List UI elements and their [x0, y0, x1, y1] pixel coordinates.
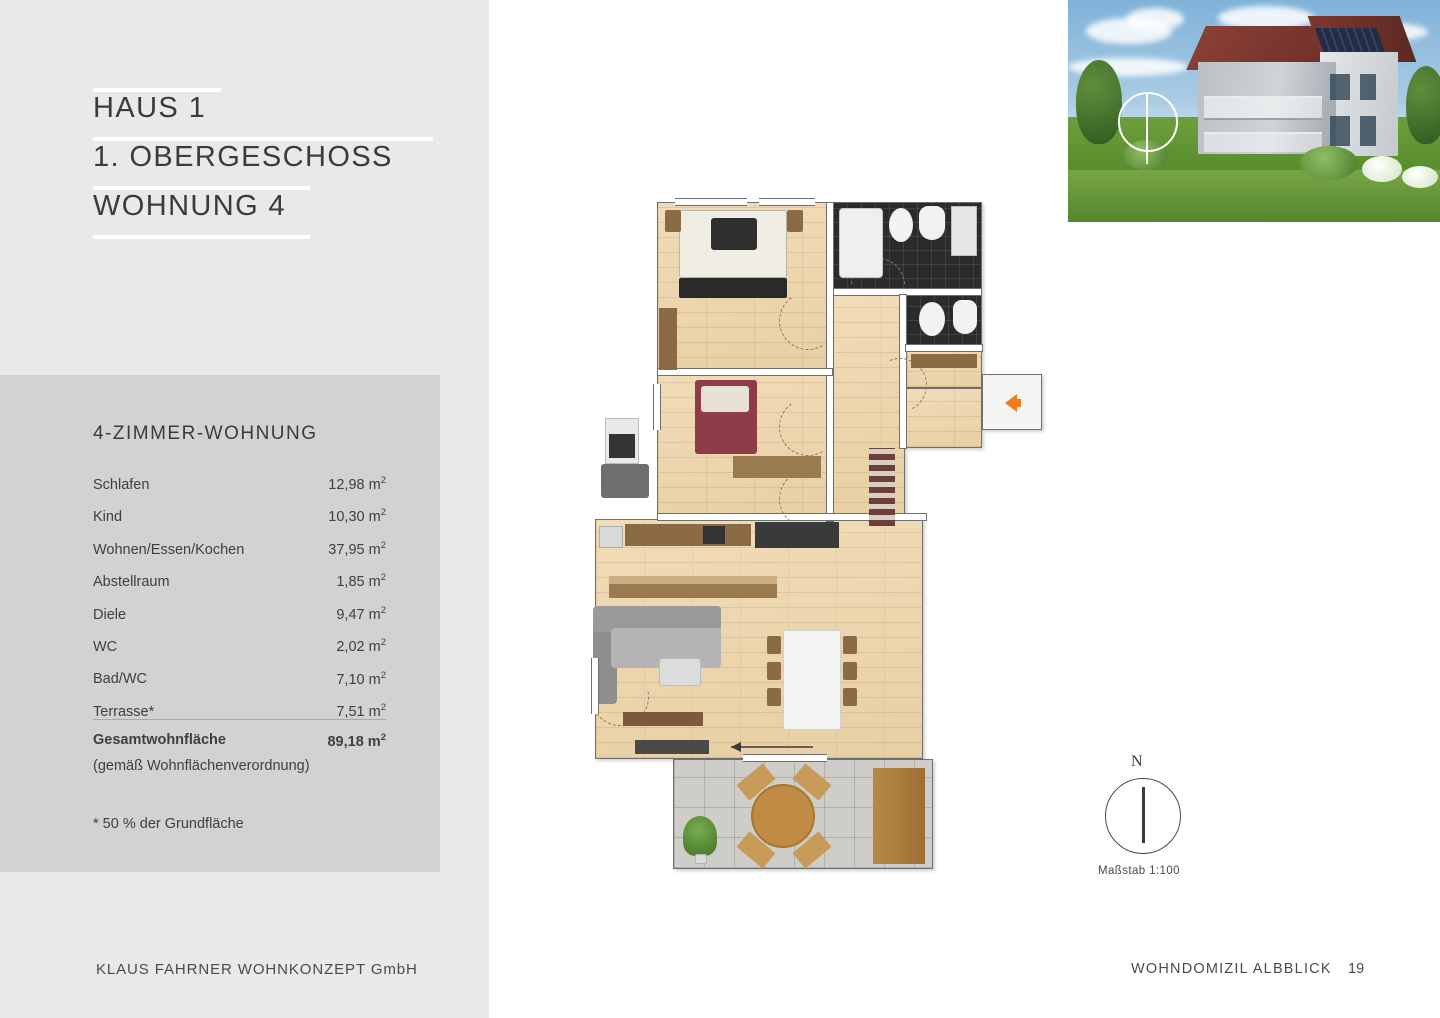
chair: [767, 636, 781, 654]
floor-plan-drawing: [583, 188, 1053, 878]
sink: [919, 302, 945, 336]
toilet: [919, 206, 945, 240]
tree-icon: [1406, 66, 1440, 144]
apartment-info-box: [0, 375, 440, 872]
tv-sideboard: [623, 712, 703, 726]
chair: [767, 688, 781, 706]
room-name: Wohnen/Essen/Kochen: [93, 541, 245, 558]
window-opening: [591, 658, 599, 714]
room-area: 9,47 $m^2$: [336, 604, 386, 623]
total-area-row: [93, 719, 386, 750]
apartment-type-heading: 4-ZIMMER-WOHNUNG: [93, 423, 318, 444]
bathtub: [839, 208, 883, 278]
page-title-floor: 1. OBERGESCHOSS: [93, 137, 453, 172]
compass-north-label: N: [1131, 753, 1143, 770]
room-area: 2,02 $m^2$: [336, 637, 386, 655]
refrigerator: [599, 526, 623, 548]
planter-pot: [695, 854, 707, 864]
room-area: 12,98 $m^2$: [328, 475, 386, 493]
armchair: [601, 464, 649, 498]
photo-window: [1360, 116, 1376, 146]
wardrobe: [659, 308, 677, 370]
room-name: Bad/WC: [93, 671, 147, 688]
kitchen-cabinets: [755, 522, 839, 548]
tv: [609, 434, 635, 458]
photo-window: [1330, 116, 1350, 146]
page-title-house: HAUS 1: [93, 88, 453, 123]
room-name: Diele: [93, 606, 127, 623]
room-area-table: [93, 475, 386, 734]
photo-window: [1330, 74, 1350, 100]
room-area: 7,51 $m^2$: [336, 701, 386, 720]
nightstand: [665, 210, 681, 232]
room-area: 10,30 $m^2$: [328, 507, 386, 526]
left-info-panel: [0, 0, 489, 1018]
terrace-footnote: * 50 % der Grundfläche: [93, 816, 244, 832]
entrance-arrow-icon: [997, 390, 1023, 416]
interior-wall: [826, 202, 834, 522]
storage-shelf: [911, 354, 977, 368]
table-row: [93, 540, 386, 572]
chair: [843, 662, 857, 680]
sink: [889, 208, 913, 242]
shoe-rack: [869, 448, 895, 526]
desk: [733, 456, 821, 478]
room-name: Kind: [93, 509, 123, 526]
photo-location-marker-line: [1146, 92, 1148, 164]
total-area-value: 89,18 $m^2$: [327, 732, 386, 750]
flower-bush-icon: [1402, 166, 1438, 188]
table-row: [93, 507, 386, 539]
window-opening: [759, 198, 815, 206]
photo-window: [1360, 74, 1376, 100]
terrace-door-arrow-icon: [721, 740, 817, 754]
footer-project-name: WOHNDOMIZIL ALBBLICK: [1131, 961, 1332, 977]
chair: [843, 636, 857, 654]
chair: [843, 688, 857, 706]
room-area: 1,85 $m^2$: [336, 572, 386, 591]
room-name: Abstellraum: [93, 574, 170, 591]
page-title-apartment: WOHNUNG 4: [93, 186, 453, 221]
toilet: [953, 300, 977, 334]
total-area-note: (gemäß Wohnflächenverordnung): [93, 758, 310, 774]
compass-needle: [1142, 787, 1145, 843]
title-underline: [93, 235, 310, 239]
building-exterior-photo: [1068, 0, 1440, 222]
cloud-icon: [1126, 8, 1184, 30]
dining-table: [783, 630, 841, 730]
room-name: Schlafen: [93, 476, 150, 493]
kitchen-counter: [625, 524, 751, 546]
table-row: [93, 605, 386, 637]
bed-pillow: [701, 386, 749, 412]
room-area: 7,10 $m^2$: [336, 669, 386, 688]
window-opening: [675, 198, 747, 206]
compass-icon: [1105, 778, 1181, 854]
flower-bush-icon: [1362, 156, 1402, 182]
nightstand: [787, 210, 803, 232]
table-row: [93, 572, 386, 604]
room-name: WC: [93, 638, 118, 655]
footer-company-name: KLAUS FAHRNER WOHNKONZEPT GmbH: [96, 961, 418, 978]
terrace-decking: [873, 768, 925, 864]
photo-balcony-lower: [1204, 132, 1322, 152]
coffee-table: [659, 658, 701, 686]
interior-wall: [657, 368, 833, 376]
room-name: Terrasse*: [93, 703, 155, 720]
shower: [951, 206, 977, 256]
tree-icon: [1076, 60, 1122, 144]
terrace-table: [751, 784, 815, 848]
table-row: [93, 475, 386, 507]
kitchen-island-top: [609, 576, 777, 584]
cooktop: [703, 526, 725, 544]
room-area: 37,95 $m^2$: [328, 539, 386, 558]
title-block: [93, 88, 453, 239]
total-area-label: Gesamtwohnfläche: [93, 732, 226, 748]
photo-balcony-upper: [1204, 96, 1322, 120]
bed-blanket: [679, 278, 787, 298]
photo-location-marker-circle: [1118, 92, 1178, 152]
interior-wall: [905, 344, 983, 352]
chair: [767, 662, 781, 680]
table-row: [93, 670, 386, 702]
tv: [635, 740, 709, 754]
table-row: [93, 637, 386, 669]
potted-plant: [683, 816, 717, 856]
page-number: 19: [1348, 961, 1365, 977]
bed-pillow: [711, 218, 757, 250]
terrace-door-opening: [743, 754, 827, 762]
bush-icon: [1300, 146, 1358, 180]
scale-label: Maßstab 1:100: [1098, 865, 1180, 877]
window-opening: [653, 384, 661, 430]
